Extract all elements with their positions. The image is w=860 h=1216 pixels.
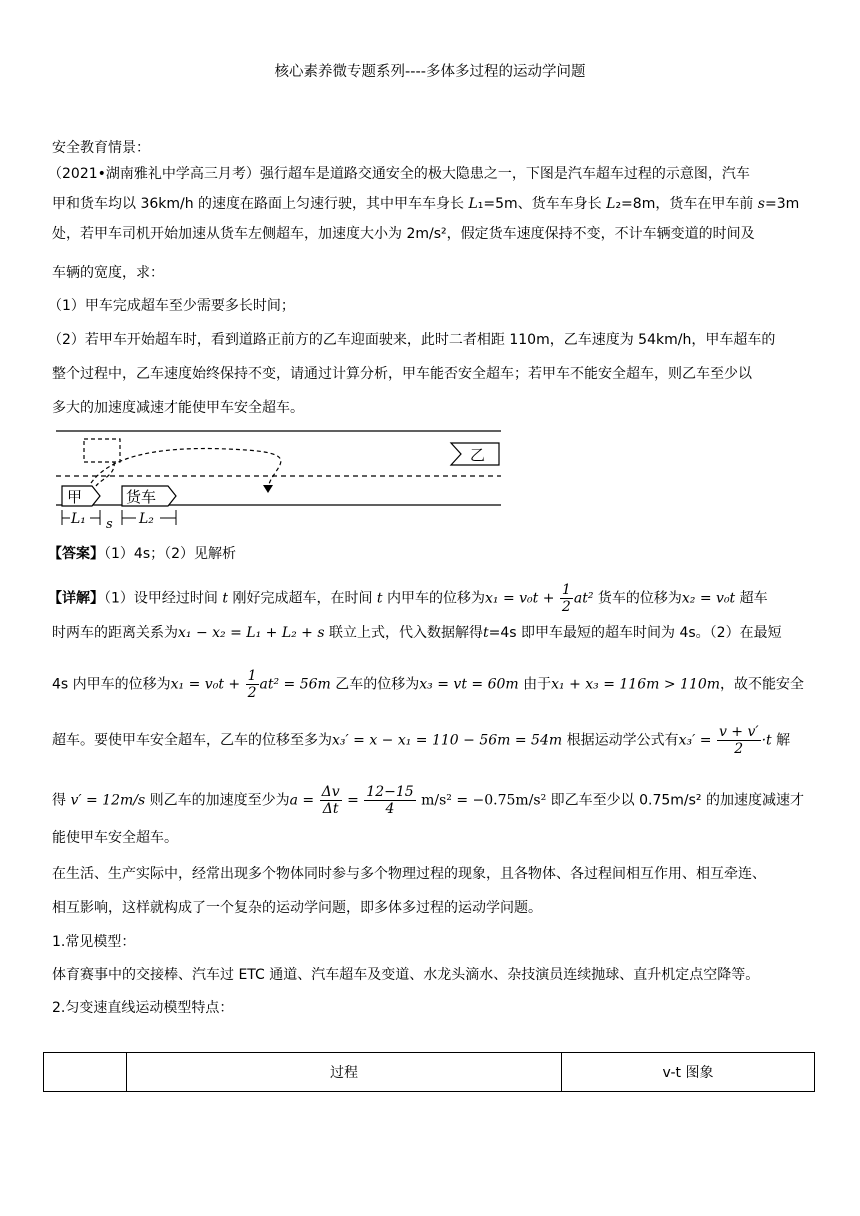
detail-line-2: 时两车的距离关系为x₁ − x₂ = L₁ + L₂ + s 联立上式，代入数据解得t=4s 即甲车最短的超车时间为 4s。（2）在最短 — [52, 625, 782, 641]
car-yi-label: 乙 — [470, 446, 486, 464]
section-heading-2: 2.匀变速直线运动模型特点： — [52, 1000, 234, 1016]
detail-line-3: 4s 内甲车的位移为x₁ = v₀t + $\frac{1}{2}$ at² = 56m 乙车的位移为x₃ = vt = 60m 由于x₁ + x₃ = 116m > 110m，故不能安全 — [52, 668, 805, 701]
car-jia-ghost — [84, 439, 120, 462]
detail-line-5: 得 v′ = 12m/s 则乙车的加速度至少为a = $\frac{\Delta v}{\Delta t}$ = $\frac{12-15}{4}$ m/s² = −0.75m/s² 即乙车至少以 0.75m/s² 的加速度减速才 — [52, 784, 804, 817]
table-header-empty — [44, 1053, 127, 1092]
question-2-line-2: 整个过程中，乙车速度始终保持不变，请通过计算分析，甲车能否安全超车；若甲车不能安全超车，则乙车至少以 — [52, 366, 752, 382]
lane-change-path-1 — [96, 462, 114, 486]
table-header-row — [44, 1053, 815, 1092]
body-paragraph-3: 体育赛事中的交接棒、汽车过 ETC 通道、汽车超车及变道、水龙头滴水、杂技演员连续抛球、直升机定点空降等。 — [52, 967, 760, 983]
section-heading-1: 1.常见模型： — [52, 934, 136, 950]
car-jia-label: 甲 — [67, 488, 83, 506]
intro-heading: 安全教育情景： — [52, 140, 150, 156]
problem-line-2: 甲和货车均以 36km/h 的速度在路面上匀速行驶，其中甲车车身长 L₁=5m、货车车身长 L₂=8m，货车在甲车前 s=3m — [52, 196, 800, 212]
question-2-line-1: （2）若甲车开始超车时，看到道路正前方的乙车迎面驶来，此时二者相距 110m，乙车速度为 54km/h，甲车超车的 — [48, 332, 776, 348]
problem-line-4: 车辆的宽度，求： — [52, 265, 164, 281]
table-header-vt-graph: v-t 图象 — [562, 1053, 815, 1092]
table-header-process: 过程 — [127, 1053, 562, 1092]
truck-label: 货车 — [126, 488, 157, 506]
label-l1: L₁ — [71, 511, 86, 527]
detail-line-4: 超车。要使甲车安全超车，乙车的位移至多为x₃′ = x − x₁ = 110 − 56m = 54m 根据运动学公式有x₃′ = $\frac{v + v'}{2}$ ·t 解 — [52, 724, 791, 757]
label-l2: L₂ — [139, 511, 154, 527]
model-table — [43, 1052, 815, 1092]
arrowhead — [263, 485, 273, 493]
body-paragraph-2: 相互影响，这样就构成了一个复杂的运动学问题，即多体多过程的运动学问题。 — [52, 900, 542, 916]
question-2-line-3: 多大的加速度减速才能使甲车安全超车。 — [52, 400, 304, 416]
page-title: 核心素养微专题系列----多体多过程的运动学问题 — [274, 64, 586, 80]
overtaking-diagram — [56, 428, 506, 532]
detail-line-1: 【详解】（1）设甲经过时间 t 刚好完成超车，在时间 t 内甲车的位移为x₁ = v₀t + $\frac{1}{2}$ at² 货车的位移为x₂ = v₀t 超车 — [48, 582, 768, 615]
problem-line-1: （2021•湖南雅礼中学高三月考）强行超车是道路交通安全的极大隐患之一，下图是汽车超车过程的示意图，汽车 — [48, 166, 750, 182]
detail-line-6: 能使甲车安全超车。 — [52, 830, 178, 846]
problem-line-3: 处，若甲车司机开始加速从货车左侧超车，加速度大小为 2m/s²，假定货车速度保持不变，不计车辆变道的时间及 — [52, 226, 755, 242]
question-1: （1）甲车完成超车至少需要多长时间； — [48, 298, 295, 314]
label-s: s — [106, 517, 113, 532]
body-paragraph-1: 在生活、生产实际中，经常出现多个物体同时参与多个物理过程的现象，且各物体、各过程间相互作用、相互牵连、 — [52, 866, 766, 882]
answer-line: 【答案】（1）4s；（2）见解析 — [48, 546, 237, 562]
